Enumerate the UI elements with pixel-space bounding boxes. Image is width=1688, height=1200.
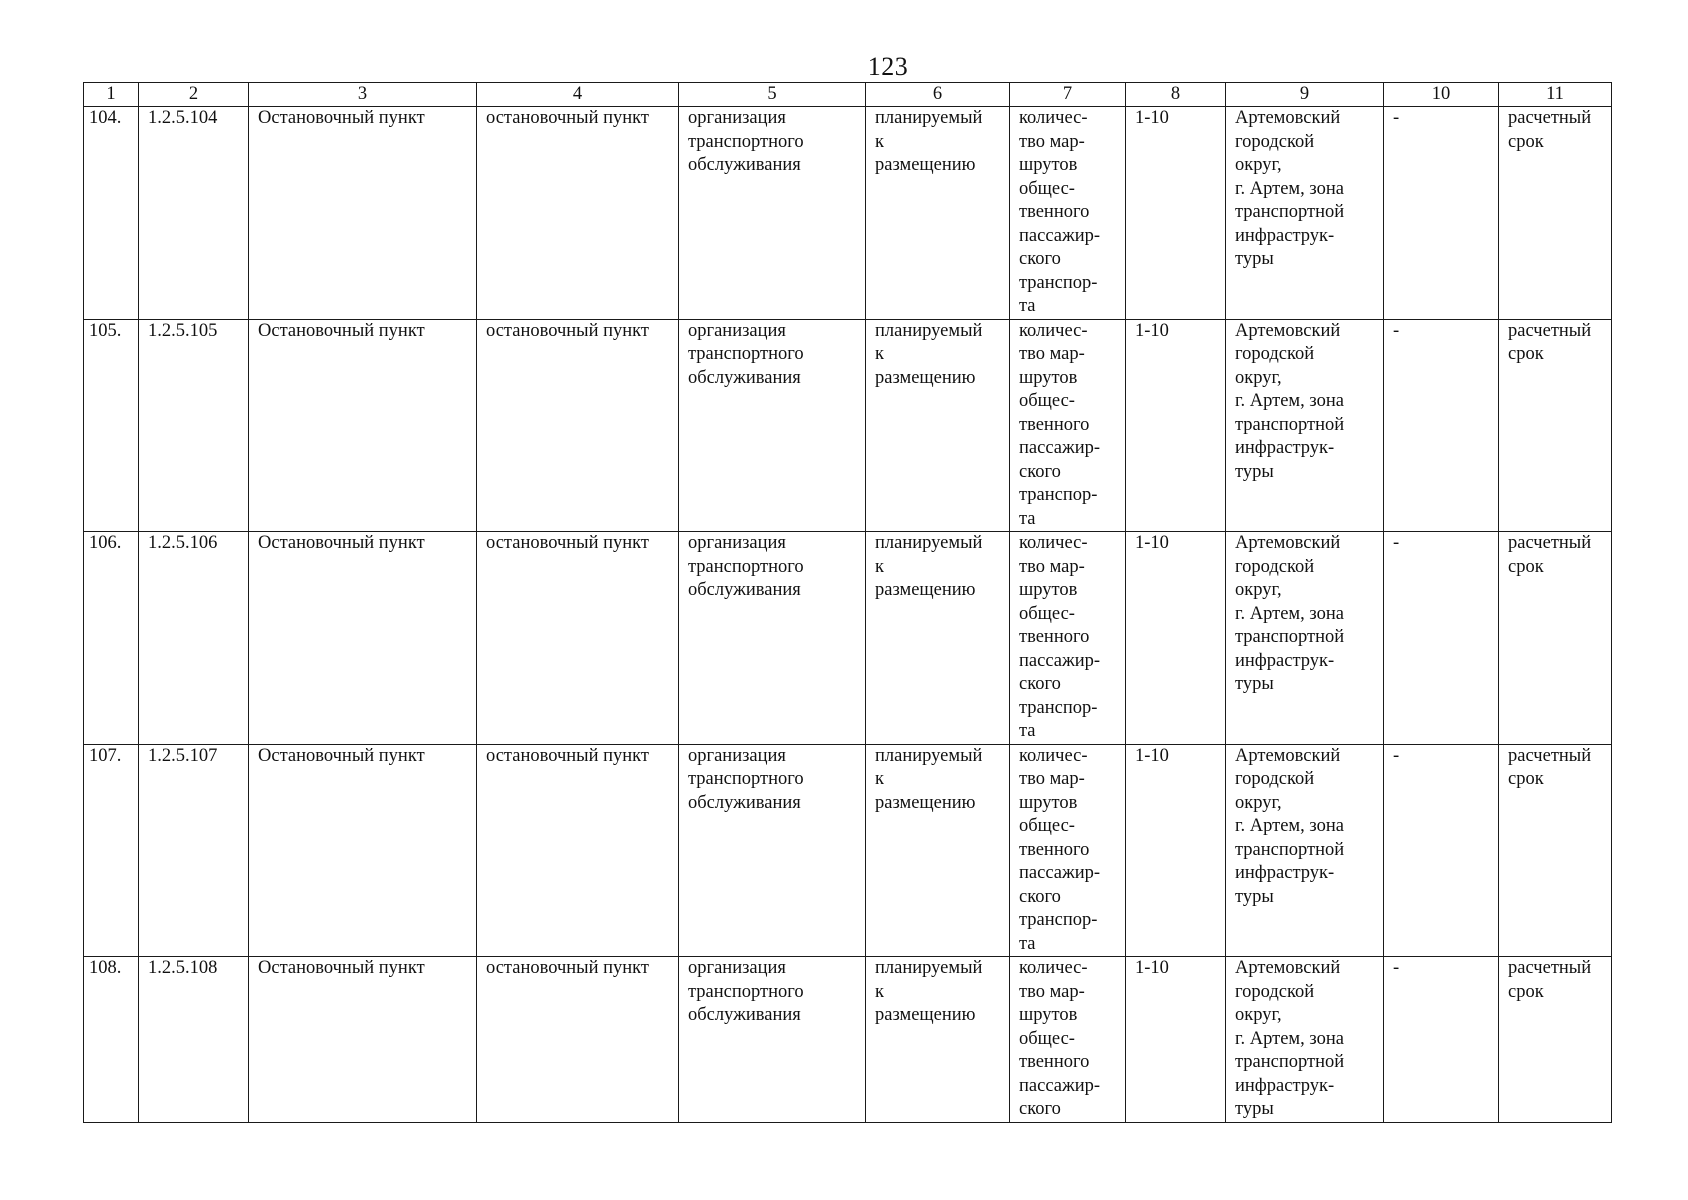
status-cell: планируемый к размещению [866, 532, 1010, 745]
table-row [84, 319, 1612, 532]
object-name-cell: Остановочный пункт [249, 107, 477, 320]
zone-cell: - [1384, 107, 1499, 320]
purpose-cell: организация транспортного обслуживания [679, 532, 866, 745]
code-cell: 1.2.5.108 [139, 957, 249, 1123]
row-number-cell: 107. [84, 744, 139, 957]
status-cell: планируемый к размещению [866, 957, 1010, 1123]
column-header: 11 [1499, 83, 1612, 107]
table-row [84, 957, 1612, 1123]
location-cell: Артемовский городской округ, г. Артем, зона транспортной инфраструк- туры [1226, 107, 1384, 320]
purpose-cell: организация транспортного обслуживания [679, 107, 866, 320]
value-cell: 1-10 [1126, 107, 1226, 320]
column-header: 7 [1010, 83, 1126, 107]
code-cell: 1.2.5.107 [139, 744, 249, 957]
object-name-cell: Остановочный пункт [249, 957, 477, 1123]
status-cell: планируемый к размещению [866, 319, 1010, 532]
value-cell: 1-10 [1126, 957, 1226, 1123]
column-header: 5 [679, 83, 866, 107]
column-header: 2 [139, 83, 249, 107]
row-number-cell: 105. [84, 319, 139, 532]
location-cell: Артемовский городской округ, г. Артем, зона транспортной инфраструк- туры [1226, 532, 1384, 745]
table-row [84, 744, 1612, 957]
object-type-cell: остановочный пункт [477, 957, 679, 1123]
characteristic-cell: количес- тво мар- шрутов общес- твенного пассажир- ского [1010, 957, 1126, 1123]
characteristic-cell: количес- тво мар- шрутов общес- твенного пассажир- ского транспор- та [1010, 744, 1126, 957]
purpose-cell: организация транспортного обслуживания [679, 744, 866, 957]
column-header: 1 [84, 83, 139, 107]
object-name-cell: Остановочный пункт [249, 744, 477, 957]
code-cell: 1.2.5.105 [139, 319, 249, 532]
row-number-cell: 108. [84, 957, 139, 1123]
column-header: 3 [249, 83, 477, 107]
column-header: 4 [477, 83, 679, 107]
value-cell: 1-10 [1126, 744, 1226, 957]
facilities-table [83, 82, 1612, 1123]
value-cell: 1-10 [1126, 319, 1226, 532]
zone-cell: - [1384, 532, 1499, 745]
object-type-cell: остановочный пункт [477, 532, 679, 745]
row-number-cell: 106. [84, 532, 139, 745]
object-type-cell: остановочный пункт [477, 744, 679, 957]
zone-cell: - [1384, 744, 1499, 957]
term-cell: расчетный срок [1499, 744, 1612, 957]
status-cell: планируемый к размещению [866, 744, 1010, 957]
table-row [84, 107, 1612, 320]
zone-cell: - [1384, 319, 1499, 532]
table-row [84, 532, 1612, 745]
object-name-cell: Остановочный пункт [249, 319, 477, 532]
row-number-cell: 104. [84, 107, 139, 320]
code-cell: 1.2.5.104 [139, 107, 249, 320]
code-cell: 1.2.5.106 [139, 532, 249, 745]
object-type-cell: остановочный пункт [477, 319, 679, 532]
column-header: 9 [1226, 83, 1384, 107]
term-cell: расчетный срок [1499, 107, 1612, 320]
status-cell: планируемый к размещению [866, 107, 1010, 320]
page-number: 123 [867, 52, 909, 81]
column-header: 10 [1384, 83, 1499, 107]
object-name-cell: Остановочный пункт [249, 532, 477, 745]
location-cell: Артемовский городской округ, г. Артем, зона транспортной инфраструк- туры [1226, 957, 1384, 1123]
term-cell: расчетный срок [1499, 532, 1612, 745]
location-cell: Артемовский городской округ, г. Артем, зона транспортной инфраструк- туры [1226, 744, 1384, 957]
value-cell: 1-10 [1126, 532, 1226, 745]
purpose-cell: организация транспортного обслуживания [679, 319, 866, 532]
column-header: 8 [1126, 83, 1226, 107]
characteristic-cell: количес- тво мар- шрутов общес- твенного пассажир- ского транспор- та [1010, 319, 1126, 532]
zone-cell: - [1384, 957, 1499, 1123]
location-cell: Артемовский городской округ, г. Артем, зона транспортной инфраструк- туры [1226, 319, 1384, 532]
purpose-cell: организация транспортного обслуживания [679, 957, 866, 1123]
object-type-cell: остановочный пункт [477, 107, 679, 320]
term-cell: расчетный срок [1499, 319, 1612, 532]
term-cell: расчетный срок [1499, 957, 1612, 1123]
characteristic-cell: количес- тво мар- шрутов общес- твенного пассажир- ского транспор- та [1010, 107, 1126, 320]
header-row [84, 83, 1612, 107]
characteristic-cell: количес- тво мар- шрутов общес- твенного пассажир- ского транспор- та [1010, 532, 1126, 745]
column-header: 6 [866, 83, 1010, 107]
